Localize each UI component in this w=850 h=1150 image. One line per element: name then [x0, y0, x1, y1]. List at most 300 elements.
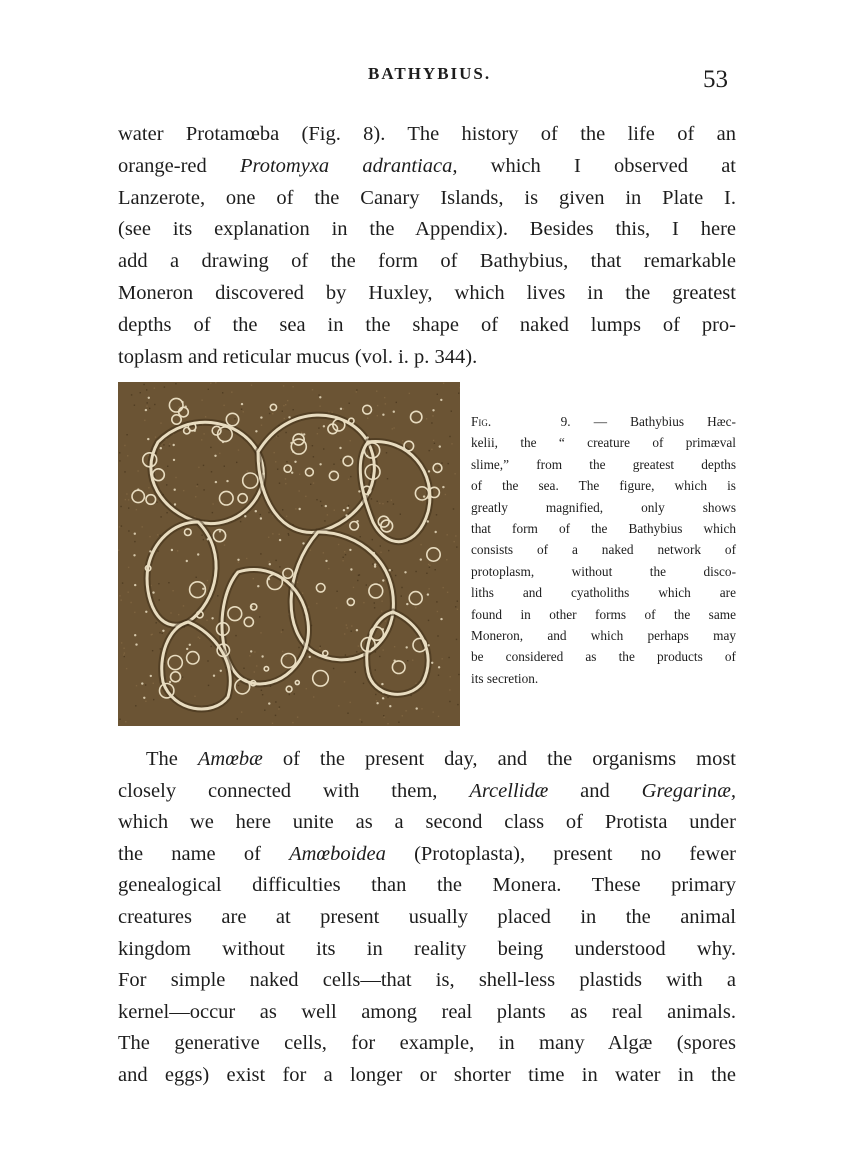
texture-speck	[125, 499, 126, 500]
texture-speck	[367, 418, 368, 419]
texture-speck	[316, 603, 317, 604]
texture-speck	[231, 392, 232, 393]
texture-speck	[286, 461, 287, 462]
texture-speck	[379, 656, 380, 657]
texture-speck	[260, 553, 261, 554]
texture-speck	[119, 452, 120, 453]
texture-speck	[453, 508, 454, 509]
texture-speck	[175, 477, 176, 478]
texture-speck	[457, 704, 458, 705]
texture-speck	[385, 620, 386, 621]
granule-dot	[438, 666, 440, 668]
texture-speck	[393, 427, 394, 428]
texture-speck	[372, 539, 373, 540]
granule-dot	[269, 563, 271, 565]
granule-dot	[369, 486, 371, 488]
texture-speck	[224, 466, 225, 467]
texture-speck	[316, 499, 317, 500]
granule-dot	[339, 447, 341, 449]
granule-dot	[169, 681, 171, 683]
granule-dot	[279, 539, 281, 541]
texture-speck	[348, 505, 349, 506]
texture-speck	[312, 389, 313, 390]
texture-speck	[279, 534, 280, 535]
granule-dot	[263, 473, 265, 475]
texture-speck	[208, 389, 209, 390]
granule-dot	[303, 433, 305, 435]
granule-dot	[174, 503, 176, 505]
texture-speck	[142, 526, 143, 527]
texture-speck	[449, 701, 450, 702]
texture-speck	[237, 718, 238, 719]
texture-speck	[281, 631, 282, 632]
texture-speck	[344, 551, 345, 552]
texture-speck	[278, 708, 279, 709]
caption-line	[471, 646, 736, 667]
granule-dot	[345, 514, 347, 516]
granule-dot	[356, 629, 358, 631]
granule-dot	[374, 565, 376, 567]
granule-dot	[134, 634, 136, 636]
texture-speck	[443, 587, 444, 588]
texture-speck	[456, 546, 457, 547]
texture-speck	[274, 452, 275, 453]
texture-speck	[169, 443, 170, 444]
texture-speck	[363, 602, 364, 603]
texture-speck	[159, 599, 160, 600]
texture-speck	[183, 490, 184, 491]
italic-term: Amœbæ	[197, 748, 263, 770]
texture-speck	[283, 584, 284, 585]
texture-speck	[387, 478, 388, 479]
text-run: For simple naked cells—that is, shell-less plastids with a	[118, 969, 736, 992]
texture-speck	[431, 449, 432, 450]
texture-speck	[183, 605, 184, 606]
texture-speck	[345, 654, 346, 655]
granule-dot	[294, 461, 296, 463]
texture-speck	[356, 391, 357, 392]
granule-dot	[325, 560, 327, 562]
texture-speck	[131, 394, 132, 395]
texture-speck	[196, 577, 197, 578]
texture-speck	[134, 612, 135, 613]
para-top-line	[118, 310, 736, 342]
granule-dot	[394, 660, 396, 662]
texture-speck	[305, 496, 306, 497]
paragraph-top	[118, 119, 736, 373]
texture-speck	[313, 456, 314, 457]
texture-speck	[236, 462, 237, 463]
granule-dot	[185, 406, 187, 408]
texture-speck	[249, 655, 250, 656]
texture-speck	[285, 432, 286, 433]
texture-speck	[359, 719, 360, 720]
texture-speck	[128, 507, 129, 508]
italic-term: Arcellidæ	[469, 779, 549, 802]
caption-text: kelii, the “ creature of primæval	[471, 435, 736, 451]
para-top-line	[118, 151, 736, 183]
text-run: The	[146, 748, 198, 770]
texture-speck	[447, 592, 448, 593]
texture-speck	[128, 592, 129, 593]
para-top-line	[118, 278, 736, 310]
texture-speck	[374, 602, 375, 603]
texture-speck	[134, 541, 135, 542]
texture-speck	[429, 567, 430, 568]
texture-speck	[120, 506, 121, 507]
texture-speck	[285, 478, 286, 479]
granule-dot	[435, 531, 437, 533]
granule-dot	[257, 585, 259, 587]
texture-speck	[203, 465, 204, 466]
texture-speck	[383, 649, 384, 650]
granule-dot	[442, 486, 444, 488]
text-run: Lanzerote, one of the Canary Islands, is given in Plate I.	[118, 186, 736, 209]
texture-speck	[158, 583, 159, 584]
granule-dot	[319, 463, 321, 465]
texture-speck	[437, 635, 438, 636]
texture-speck	[434, 443, 435, 444]
texture-speck	[291, 657, 292, 658]
texture-speck	[437, 611, 438, 612]
texture-speck	[376, 391, 377, 392]
caption-text: Moneron, and which perhaps may	[471, 628, 736, 644]
granule-dot	[428, 644, 430, 646]
texture-speck	[402, 715, 403, 716]
running-head: BATHYBIUS.	[368, 64, 492, 83]
texture-speck	[128, 567, 129, 568]
texture-speck	[445, 494, 446, 495]
caption-line	[471, 475, 736, 496]
texture-speck	[435, 569, 436, 570]
texture-speck	[164, 386, 165, 387]
texture-speck	[333, 668, 334, 669]
granule-dot	[214, 455, 216, 457]
granule-dot	[416, 707, 418, 709]
texture-speck	[128, 530, 129, 531]
caption-line	[471, 497, 736, 518]
texture-speck	[269, 413, 270, 414]
texture-speck	[238, 561, 239, 562]
granule-dot	[250, 606, 252, 608]
text-run: which we here unite as a second class of Protista under	[118, 811, 736, 834]
caption-text: consists of a naked network of	[471, 542, 736, 558]
text-run: depths of the sea in the shape of naked lumps of pro-	[118, 313, 736, 336]
granule-dot	[427, 520, 429, 522]
caption-text: 9. — Bathybius Hæc-	[560, 414, 736, 429]
granule-dot	[290, 442, 292, 444]
texture-speck	[254, 651, 255, 652]
texture-speck	[203, 539, 204, 540]
texture-speck	[292, 722, 293, 723]
texture-speck	[455, 535, 456, 536]
granule-dot	[325, 505, 327, 507]
texture-speck	[212, 512, 213, 513]
granule-dot	[220, 670, 222, 672]
granule-dot	[145, 611, 147, 613]
granule-dot	[186, 560, 188, 562]
texture-speck	[320, 646, 321, 647]
texture-speck	[121, 600, 122, 601]
granule-dot	[291, 472, 293, 474]
texture-speck	[381, 601, 382, 602]
texture-speck	[261, 425, 262, 426]
text-run: creatures are at present usually placed in the animal	[118, 905, 736, 928]
texture-speck	[401, 595, 402, 596]
texture-speck	[224, 544, 225, 545]
texture-speck	[285, 404, 286, 405]
texture-speck	[279, 566, 280, 567]
texture-speck	[376, 700, 377, 701]
texture-speck	[169, 445, 170, 446]
texture-speck	[241, 409, 242, 410]
para-bottom-line	[118, 839, 736, 871]
texture-speck	[215, 382, 216, 383]
texture-speck	[275, 701, 276, 702]
texture-speck	[240, 521, 241, 522]
texture-speck	[372, 563, 373, 564]
texture-speck	[154, 404, 155, 405]
text-run: of the present day, and the organisms most	[262, 748, 736, 770]
granule-dot	[381, 683, 383, 685]
texture-speck	[175, 383, 176, 384]
texture-speck	[201, 400, 202, 401]
texture-speck	[321, 505, 322, 506]
granule-dot	[173, 444, 175, 446]
texture-speck	[135, 705, 136, 706]
granule-dot	[367, 436, 369, 438]
texture-speck	[203, 433, 204, 434]
texture-speck	[207, 660, 208, 661]
texture-speck	[449, 689, 450, 690]
texture-speck	[363, 683, 364, 684]
texture-speck	[152, 650, 153, 651]
texture-speck	[458, 393, 459, 394]
texture-speck	[356, 651, 357, 652]
texture-speck	[375, 669, 376, 670]
granule-dot	[160, 447, 162, 449]
texture-speck	[251, 385, 252, 386]
caption-line	[471, 539, 736, 560]
texture-speck	[152, 634, 153, 635]
texture-speck	[392, 428, 393, 429]
texture-speck	[177, 550, 178, 551]
texture-speck	[317, 433, 318, 434]
texture-speck	[195, 496, 196, 497]
para-bottom-line	[118, 776, 736, 808]
text-run: and	[548, 779, 642, 802]
texture-speck	[166, 484, 167, 485]
granule-dot	[150, 464, 152, 466]
granule-dot	[134, 533, 136, 535]
texture-speck	[358, 645, 359, 646]
texture-speck	[377, 415, 378, 416]
texture-speck	[260, 632, 261, 633]
texture-speck	[153, 699, 154, 700]
texture-speck	[447, 534, 448, 535]
texture-speck	[283, 385, 284, 386]
granule-dot	[211, 617, 213, 619]
texture-speck	[385, 403, 386, 404]
granule-dot	[260, 416, 262, 418]
text-run: which I observed at	[457, 154, 736, 177]
caption-text: greatly magnified, only shows	[471, 499, 736, 515]
granule-dot	[143, 697, 145, 699]
texture-speck	[319, 406, 320, 407]
granule-dot	[215, 481, 217, 483]
texture-speck	[457, 609, 458, 610]
texture-speck	[347, 627, 348, 628]
texture-speck	[261, 690, 262, 691]
texture-speck	[436, 601, 437, 602]
texture-speck	[350, 702, 351, 703]
texture-speck	[275, 461, 276, 462]
texture-speck	[272, 413, 273, 414]
texture-speck	[286, 516, 287, 517]
italic-term: Protomyxa adrantiaca,	[239, 154, 458, 177]
texture-speck	[282, 411, 283, 412]
granule-dot	[382, 697, 384, 699]
texture-speck	[387, 697, 388, 698]
texture-speck	[312, 445, 313, 446]
texture-speck	[222, 392, 223, 393]
granule-dot	[427, 593, 429, 595]
texture-speck	[285, 483, 286, 484]
texture-speck	[198, 637, 199, 638]
texture-speck	[125, 721, 126, 722]
caption-line	[471, 668, 736, 689]
texture-speck	[374, 607, 375, 608]
texture-speck	[327, 514, 328, 515]
texture-speck	[421, 708, 422, 709]
para-bottom-line	[118, 870, 736, 902]
granule-dot	[268, 578, 270, 580]
granule-dot	[145, 409, 147, 411]
caption-text: found in other forms of the same	[471, 606, 736, 622]
texture-speck	[140, 392, 141, 393]
texture-speck	[402, 440, 403, 441]
texture-speck	[211, 471, 212, 472]
caption-line	[471, 454, 736, 475]
granule-dot	[207, 538, 209, 540]
texture-speck	[438, 675, 439, 676]
texture-speck	[454, 541, 455, 542]
texture-speck	[297, 717, 298, 718]
granule-dot	[406, 646, 408, 648]
texture-speck	[272, 723, 273, 724]
texture-speck	[426, 573, 427, 574]
texture-speck	[318, 427, 319, 428]
texture-speck	[144, 420, 145, 421]
texture-speck	[282, 651, 283, 652]
texture-speck	[201, 535, 202, 536]
granule-dot	[439, 445, 441, 447]
caption-line	[471, 625, 736, 646]
texture-speck	[126, 668, 127, 669]
texture-speck	[379, 503, 380, 504]
texture-speck	[168, 582, 169, 583]
texture-speck	[438, 467, 439, 468]
texture-speck	[429, 450, 430, 451]
texture-speck	[162, 633, 163, 634]
texture-speck	[415, 607, 416, 608]
texture-speck	[428, 588, 429, 589]
texture-speck	[451, 411, 452, 412]
granule-dot	[431, 662, 433, 664]
granule-dot	[241, 403, 243, 405]
texture-speck	[137, 470, 138, 471]
texture-speck	[443, 383, 444, 384]
caption-line	[471, 518, 736, 539]
texture-speck	[288, 533, 289, 534]
texture-speck	[145, 684, 146, 685]
texture-speck	[146, 406, 147, 407]
texture-speck	[178, 614, 179, 615]
granule-dot	[292, 451, 294, 453]
texture-speck	[379, 521, 380, 522]
texture-speck	[460, 387, 461, 388]
texture-speck	[313, 482, 314, 483]
texture-speck	[319, 648, 320, 649]
texture-speck	[420, 544, 421, 545]
texture-speck	[398, 722, 399, 723]
texture-speck	[415, 683, 416, 684]
texture-speck	[320, 501, 321, 502]
figure-caption	[471, 411, 736, 689]
texture-speck	[333, 464, 334, 465]
granule-dot	[244, 515, 246, 517]
texture-speck	[297, 582, 298, 583]
texture-speck	[298, 647, 299, 648]
texture-speck	[149, 536, 150, 537]
caption-line	[471, 432, 736, 453]
caption-line	[471, 561, 736, 582]
texture-speck	[212, 503, 213, 504]
texture-speck	[313, 696, 314, 697]
granule-dot	[440, 399, 442, 401]
texture-speck	[159, 632, 160, 633]
para-bottom-line	[118, 807, 736, 839]
texture-speck	[172, 590, 173, 591]
texture-speck	[437, 394, 438, 395]
texture-speck	[324, 520, 325, 521]
texture-speck	[391, 570, 392, 571]
texture-speck	[438, 716, 439, 717]
text-run: water Protamœba (Fig. 8). The history of the life of an	[118, 123, 736, 145]
granule-dot	[150, 675, 152, 677]
text-run: orange-red	[118, 154, 240, 177]
texture-speck	[155, 436, 156, 437]
texture-speck	[400, 514, 401, 515]
granule-dot	[226, 480, 228, 482]
texture-speck	[292, 386, 293, 387]
texture-speck	[282, 509, 283, 510]
texture-speck	[294, 693, 295, 694]
granule-dot	[299, 508, 301, 510]
texture-speck	[428, 564, 429, 565]
text-run: the name of	[118, 842, 290, 865]
para-top-line	[118, 342, 736, 374]
texture-speck	[318, 394, 319, 395]
texture-speck	[282, 629, 283, 630]
para-bottom-line	[118, 997, 736, 1029]
texture-speck	[223, 405, 224, 406]
bathybius-figure-image	[118, 382, 460, 726]
texture-speck	[243, 668, 244, 669]
texture-speck	[123, 654, 124, 655]
granule-dot	[186, 648, 188, 650]
texture-speck	[147, 402, 148, 403]
